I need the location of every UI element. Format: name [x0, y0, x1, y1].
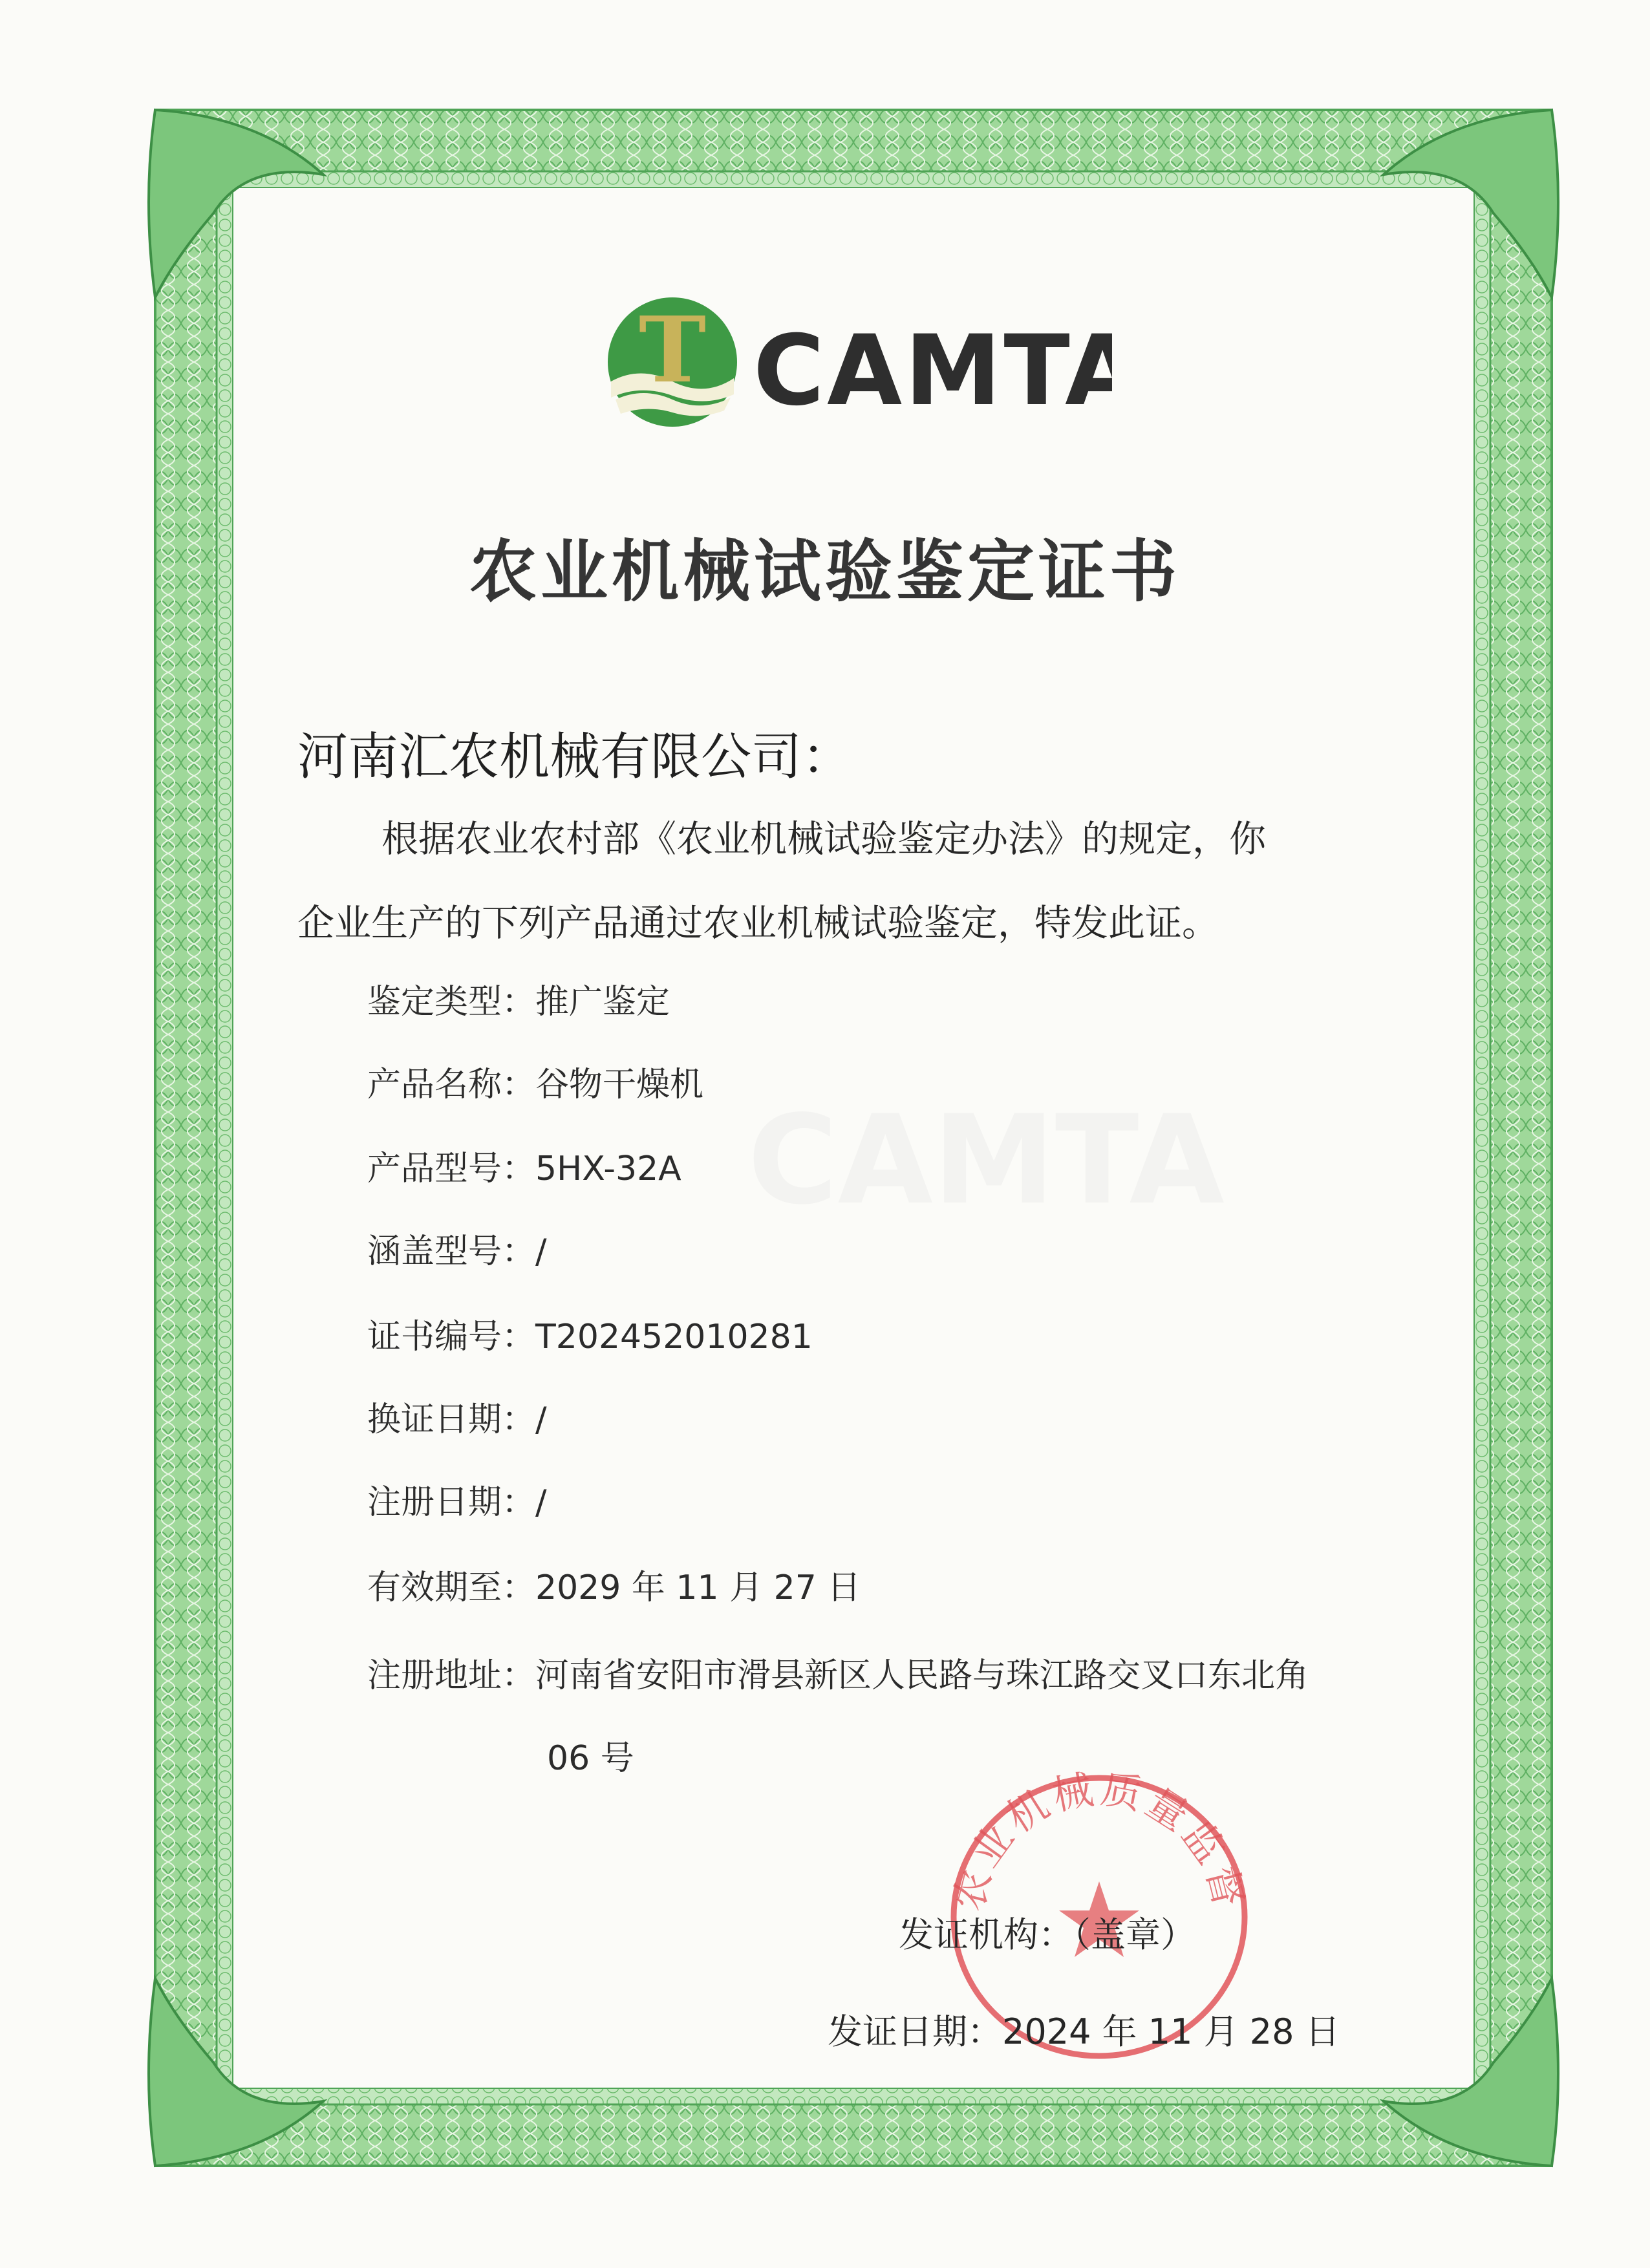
camta-emblem-icon: [601, 291, 1112, 433]
issue-date-value: 2024 年 11 月 28 日: [1002, 2011, 1340, 2052]
field-value: 河南省安阳市滑县新区人民路与珠江路交叉口东北角: [535, 1656, 1309, 1695]
field-label: 有效期至：: [367, 1568, 536, 1607]
field-label: 换证日期：: [367, 1400, 536, 1439]
issuing-authority: [899, 1907, 1195, 1957]
field-value: 5HX-32A: [535, 1150, 681, 1188]
issuer-label: 发证机构：: [899, 1914, 1073, 1955]
field-product-model: [367, 1151, 681, 1187]
field-registration-date: [367, 1484, 547, 1521]
field-label: 注册日期：: [367, 1483, 536, 1522]
field-renewal-date: [367, 1402, 547, 1438]
svg-text:农业机械质量监督: 农业机械质量监督: [944, 1764, 1254, 1916]
field-value: /: [535, 1400, 547, 1439]
field-valid-until: [367, 1570, 861, 1606]
field-registered-address: [367, 1658, 1309, 1694]
field-value: /: [535, 1483, 547, 1522]
issue-date: [828, 2004, 1340, 2054]
svg-text:CAMTA: CAMTA: [747, 1099, 1225, 1222]
logo-wordmark: CAMTA: [753, 315, 1112, 427]
field-label: 产品型号：: [367, 1150, 536, 1188]
field-covered-models: [367, 1234, 547, 1270]
field-value: 2029 年 11 月 27 日: [535, 1568, 861, 1607]
field-value: 推广鉴定: [535, 983, 670, 1022]
camta-watermark: [679, 1099, 1293, 1222]
body-line-2: 企业生产的下列产品通过农业机械试验鉴定，特发此证。: [297, 902, 1219, 945]
field-label: 产品名称：: [367, 1065, 536, 1104]
field-value: /: [535, 1232, 547, 1271]
address-continuation: 06 号: [547, 1739, 634, 1778]
field-label: 涵盖型号：: [367, 1232, 536, 1271]
field-certificate-number: [367, 1319, 813, 1355]
field-value: 谷物干燥机: [535, 1065, 704, 1104]
certificate-title: 农业机械试验鉴定证书: [469, 531, 1181, 611]
issue-date-label: 发证日期：: [828, 2011, 1002, 2052]
field-label: 鉴定类型：: [367, 983, 536, 1022]
field-value: T202452010281: [535, 1318, 813, 1356]
field-label: 注册地址：: [367, 1656, 536, 1695]
camta-logo: [601, 291, 1112, 433]
svg-text:T: T: [638, 297, 707, 403]
field-label: 证书编号：: [367, 1318, 536, 1356]
field-product-name: [367, 1067, 703, 1103]
field-appraisal-type: [367, 984, 670, 1020]
issuer-value: （盖章）: [1073, 1914, 1195, 1955]
company-name: 河南汇农机械有限公司：: [297, 728, 853, 786]
body-line-1: 根据农业农村部《农业机械试验鉴定办法》的规定，你: [381, 818, 1266, 861]
